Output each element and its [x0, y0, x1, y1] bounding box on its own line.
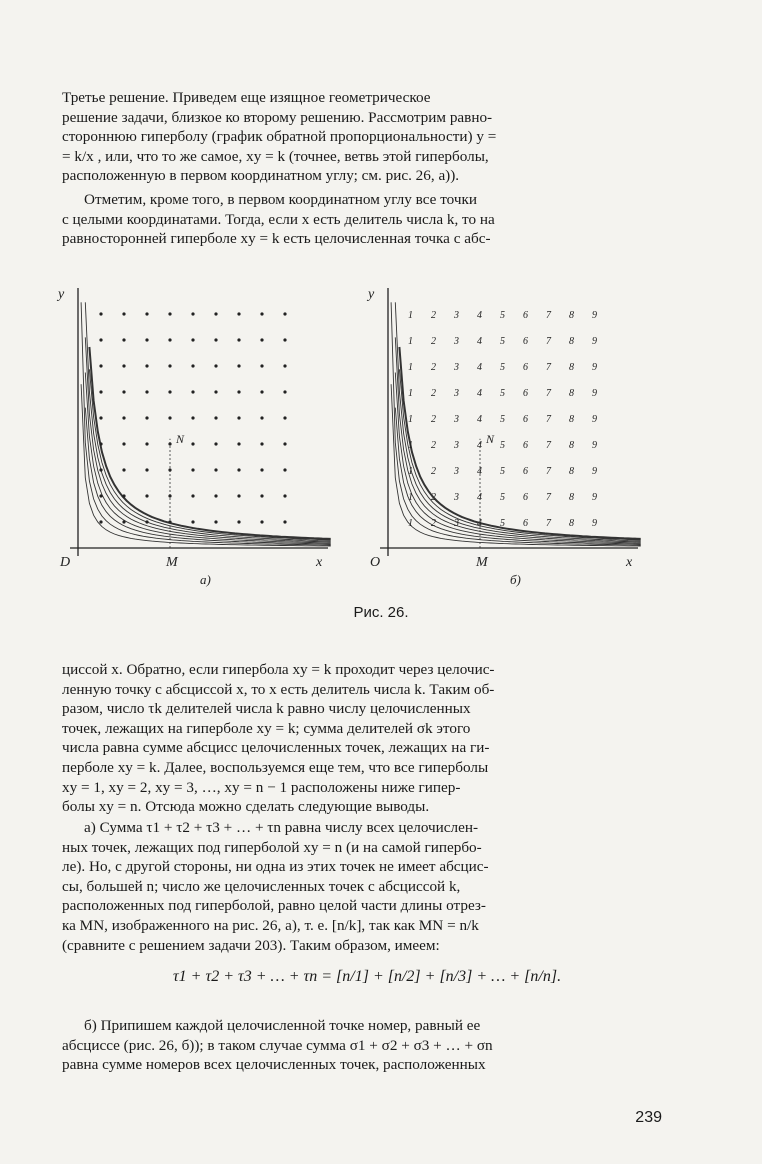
- text-line: расположенных под гиперболой, равно целой части длины отрез-: [62, 897, 486, 915]
- point-number-label: 9: [592, 310, 597, 321]
- integer-point: [214, 468, 217, 471]
- text-line: ле). Но, с другой стороны, ни одна из этих точек не имеет абсцис-: [62, 858, 489, 876]
- integer-point: [145, 442, 148, 445]
- integer-point: [237, 416, 240, 419]
- integer-point: [214, 312, 217, 315]
- page-number: 239: [635, 1109, 662, 1126]
- origin-label: D: [60, 555, 71, 570]
- integer-point: [122, 312, 125, 315]
- point-number-label: 9: [592, 518, 597, 529]
- point-number-label: 5: [500, 466, 505, 477]
- point-number-label: 3: [454, 310, 459, 321]
- figure-caption: Рис. 26.: [353, 604, 409, 621]
- point-number-label: 6: [523, 336, 528, 347]
- integer-point: [122, 416, 125, 419]
- point-number-label: 9: [592, 336, 597, 347]
- integer-point: [122, 468, 125, 471]
- hyperbola-curve: [89, 369, 330, 540]
- integer-point: [214, 494, 217, 497]
- point-number-label: 8: [569, 310, 574, 321]
- point-number-label: 6: [523, 362, 528, 373]
- point-number-label: 4: [477, 414, 482, 425]
- integer-point: [191, 442, 194, 445]
- point-number-label: 9: [592, 440, 597, 451]
- point-number-label: 9: [592, 362, 597, 373]
- paragraph-third-solution: [62, 88, 662, 186]
- point-number-label: 1: [408, 362, 413, 373]
- integer-point: [237, 520, 240, 523]
- point-number-label: 9: [592, 492, 597, 503]
- point-number-label: 3: [454, 414, 459, 425]
- integer-point: [168, 312, 171, 315]
- text-line: с целыми координатами. Тогда, если x есть делитель числа k, то на: [62, 210, 495, 228]
- point-n-label: N: [176, 431, 185, 446]
- point-number-label: 1: [408, 466, 413, 477]
- text-line: решение задачи, близкое ко второму решению. Рассмотрим равно-: [62, 108, 493, 126]
- paragraph-integer-points: [62, 190, 662, 249]
- integer-point: [145, 494, 148, 497]
- integer-point: [260, 364, 263, 367]
- integer-point: [283, 468, 286, 471]
- text-line: сы, большей n; число же целочисленных точек с абсциссой k,: [62, 877, 461, 895]
- integer-point: [260, 312, 263, 315]
- integer-point: [283, 312, 286, 315]
- integer-point: [145, 390, 148, 393]
- integer-point: [145, 312, 148, 315]
- point-number-label: 6: [523, 466, 528, 477]
- integer-point: [99, 494, 102, 497]
- integer-point: [237, 442, 240, 445]
- text-line: Отметим, кроме того, в первом координатном углу все точки: [84, 191, 477, 208]
- hyperbola-curve: [85, 302, 330, 541]
- integer-point: [191, 364, 194, 367]
- hyperbola-curve: [391, 302, 641, 545]
- integer-point: [214, 364, 217, 367]
- sum-formula: τ1 + τ2 + τ3 + … + τn = [n/1] + [n/2] + [n/3] + … + [n/n].: [172, 968, 562, 985]
- point-number-label: 4: [477, 466, 482, 477]
- figure-26-svg: [50, 278, 660, 598]
- integer-point: [237, 364, 240, 367]
- point-number-label: 5: [500, 492, 505, 503]
- panel-a: [56, 287, 331, 587]
- point-number-label: 3: [454, 336, 459, 347]
- integer-point: [99, 520, 102, 523]
- point-number-label: 7: [546, 310, 551, 321]
- hyperbola-curve: [81, 302, 331, 545]
- integer-point: [99, 468, 102, 471]
- integer-point: [237, 312, 240, 315]
- integer-point: [122, 442, 125, 445]
- point-number-label: 5: [500, 414, 505, 425]
- integer-point: [283, 494, 286, 497]
- paragraph-converse: [62, 660, 662, 817]
- integer-point: [122, 338, 125, 341]
- hyperbola-curve: [85, 408, 330, 544]
- integer-point: [99, 416, 102, 419]
- integer-point: [283, 520, 286, 523]
- integer-point: [191, 416, 194, 419]
- point-number-label: 2: [431, 388, 436, 399]
- integer-point: [145, 338, 148, 341]
- subfigure-label: б): [510, 572, 521, 587]
- point-number-label: 8: [569, 336, 574, 347]
- point-number-label: 2: [431, 362, 436, 373]
- hyperbola-curve: [391, 384, 641, 546]
- integer-point: [122, 520, 125, 523]
- integer-point: [260, 416, 263, 419]
- integer-point: [260, 390, 263, 393]
- integer-point: [122, 494, 125, 497]
- point-number-label: 7: [546, 388, 551, 399]
- integer-point: [191, 312, 194, 315]
- point-number-label: 2: [431, 440, 436, 451]
- point-m-label: M: [166, 555, 178, 570]
- text-line: точек, лежащих на гиперболе xy = k; сумма делителей σk этого: [62, 719, 471, 737]
- point-m-label: M: [476, 555, 488, 570]
- integer-point: [283, 416, 286, 419]
- integer-point: [237, 390, 240, 393]
- paragraph-conclusion-b: [62, 1016, 662, 1075]
- subfigure-label: а): [200, 572, 211, 587]
- integer-point: [99, 442, 102, 445]
- integer-point: [214, 416, 217, 419]
- integer-point: [260, 338, 263, 341]
- integer-point: [145, 364, 148, 367]
- point-number-label: 6: [523, 388, 528, 399]
- x-axis-label: x: [626, 555, 633, 570]
- figure-26: [50, 278, 660, 608]
- point-number-label: 4: [477, 492, 482, 503]
- point-number-label: 2: [431, 336, 436, 347]
- text-line: разом, число τk делителей числа k равно числу целочисленных: [62, 700, 471, 718]
- integer-point: [191, 520, 194, 523]
- point-number-label: 8: [569, 388, 574, 399]
- text-line: перболе xy = k. Далее, воспользуемся еще тем, что все гиперболы: [62, 758, 489, 776]
- text-line: а) Сумма τ1 + τ2 + τ3 + … + τn равна числу всех целочислен-: [84, 819, 479, 836]
- text-line: стороннюю гиперболу (график обратной пропорциональности) y =: [62, 128, 497, 146]
- point-number-label: 3: [454, 492, 459, 503]
- x-axis-label: x: [316, 555, 323, 570]
- point-number-label: 5: [500, 336, 505, 347]
- point-number-label: 5: [500, 362, 505, 373]
- panel-b: [366, 287, 641, 587]
- integer-point: [214, 442, 217, 445]
- integer-point: [237, 468, 240, 471]
- point-number-label: 5: [500, 440, 505, 451]
- integer-point: [283, 338, 286, 341]
- point-number-label: 7: [546, 518, 551, 529]
- integer-point: [99, 338, 102, 341]
- integer-point: [145, 520, 148, 523]
- point-number-label: 8: [569, 362, 574, 373]
- point-number-label: 1: [408, 440, 413, 451]
- point-number-label: 8: [569, 466, 574, 477]
- y-axis-label: y: [368, 287, 375, 302]
- point-number-label: 7: [546, 492, 551, 503]
- integer-point: [168, 416, 171, 419]
- integer-point: [191, 494, 194, 497]
- text-line: ных точек, лежащих под гиперболой xy = n (и на самой гипербо-: [62, 838, 482, 856]
- text-line: расположенную в первом координатном углу; см. рис. 26, а)).: [62, 167, 460, 185]
- point-number-label: 9: [592, 414, 597, 425]
- integer-point: [145, 468, 148, 471]
- point-number-label: 4: [477, 310, 482, 321]
- text-line: равна сумме номеров всех целочисленных точек, расположенных: [62, 1056, 486, 1074]
- integer-point: [260, 468, 263, 471]
- text-line: = k/x , или, что то же самое, xy = k (точнее, ветвь этой гиперболы,: [62, 147, 489, 165]
- integer-point: [168, 338, 171, 341]
- point-number-label: 3: [454, 388, 459, 399]
- point-number-label: 3: [454, 440, 459, 451]
- integer-point: [168, 390, 171, 393]
- origin-label: O: [370, 555, 381, 570]
- integer-point: [122, 390, 125, 393]
- point-number-label: 1: [408, 492, 413, 503]
- integer-point: [168, 364, 171, 367]
- point-number-label: 2: [431, 492, 436, 503]
- text-line: Третье решение. Приведем еще изящное геометрическое: [62, 89, 431, 106]
- integer-point: [214, 390, 217, 393]
- point-number-label: 7: [546, 466, 551, 477]
- point-number-label: 6: [523, 414, 528, 425]
- point-number-label: 8: [569, 518, 574, 529]
- text-line: циссой x. Обратно, если гипербола xy = k проходит через целочис-: [62, 661, 495, 678]
- text-line: (сравните с решением задачи 203). Таким образом, имеем:: [62, 936, 440, 954]
- integer-point: [260, 520, 263, 523]
- point-number-label: 9: [592, 466, 597, 477]
- point-number-label: 7: [546, 440, 551, 451]
- point-number-label: 1: [408, 414, 413, 425]
- integer-point: [99, 312, 102, 315]
- y-axis-label: y: [58, 287, 65, 302]
- point-number-label: 1: [408, 336, 413, 347]
- point-n-label: N: [486, 431, 495, 446]
- point-number-label: 7: [546, 414, 551, 425]
- point-number-label: 1: [408, 388, 413, 399]
- point-number-label: 3: [454, 518, 459, 529]
- point-number-label: 3: [454, 466, 459, 477]
- point-number-label: 6: [523, 440, 528, 451]
- hyperbola-curve: [85, 337, 330, 542]
- integer-point: [99, 390, 102, 393]
- hyperbola-curve: [81, 384, 331, 546]
- point-number-label: 6: [523, 310, 528, 321]
- text-line: ленную точку с абсциссой x, то x есть делитель числа k. Таким об-: [62, 680, 495, 698]
- integer-point: [283, 364, 286, 367]
- integer-point: [260, 442, 263, 445]
- paragraph-conclusion-a: [62, 818, 662, 955]
- point-number-label: 4: [477, 336, 482, 347]
- integer-point: [122, 364, 125, 367]
- point-number-label: 5: [500, 388, 505, 399]
- integer-point: [283, 390, 286, 393]
- integer-point: [214, 338, 217, 341]
- point-number-label: 2: [431, 466, 436, 477]
- text-line: болы xy = n. Отсюда можно сделать следующие выводы.: [62, 798, 430, 816]
- point-number-label: 6: [523, 518, 528, 529]
- text-line: числа равна сумме абсцисс целочисленных точек, лежащих на ги-: [62, 739, 490, 757]
- point-number-label: 5: [500, 310, 505, 321]
- point-number-label: 8: [569, 414, 574, 425]
- integer-point: [191, 468, 194, 471]
- text-line: ка MN, изображенного на рис. 26, а), т. е. [n/k], так как MN = n/k: [62, 916, 479, 934]
- point-number-label: 6: [523, 492, 528, 503]
- point-number-label: 3: [454, 362, 459, 373]
- point-number-label: 9: [592, 388, 597, 399]
- integer-point: [237, 338, 240, 341]
- point-number-label: 4: [477, 440, 482, 451]
- integer-point: [237, 494, 240, 497]
- integer-point: [99, 364, 102, 367]
- hyperbola-curve: [85, 373, 330, 543]
- text-line: xy = 1, xy = 2, xy = 3, …, xy = n − 1 расположены ниже гипер-: [62, 778, 461, 796]
- point-number-label: 2: [431, 310, 436, 321]
- text-line: б) Припишем каждой целочисленной точке номер, равный ее: [84, 1017, 481, 1034]
- point-number-label: 2: [431, 518, 436, 529]
- point-number-label: 4: [477, 362, 482, 373]
- point-number-label: 8: [569, 492, 574, 503]
- point-number-label: 7: [546, 336, 551, 347]
- point-number-label: 7: [546, 362, 551, 373]
- integer-point: [191, 338, 194, 341]
- integer-point: [145, 416, 148, 419]
- integer-point: [191, 390, 194, 393]
- point-number-label: 1: [408, 518, 413, 529]
- point-number-label: 1: [408, 310, 413, 321]
- point-number-label: 5: [500, 518, 505, 529]
- integer-point: [260, 494, 263, 497]
- point-number-label: 2: [431, 414, 436, 425]
- text-line: абсциссе (рис. 26, б)); в таком случае сумма σ1 + σ2 + σ3 + … + σn: [62, 1036, 493, 1054]
- integer-point: [283, 442, 286, 445]
- integer-point: [214, 520, 217, 523]
- point-number-label: 8: [569, 440, 574, 451]
- text-line: равносторонней гиперболе xy = k есть целочисленная точка с абс-: [62, 230, 491, 248]
- point-number-label: 4: [477, 518, 482, 529]
- point-number-label: 4: [477, 388, 482, 399]
